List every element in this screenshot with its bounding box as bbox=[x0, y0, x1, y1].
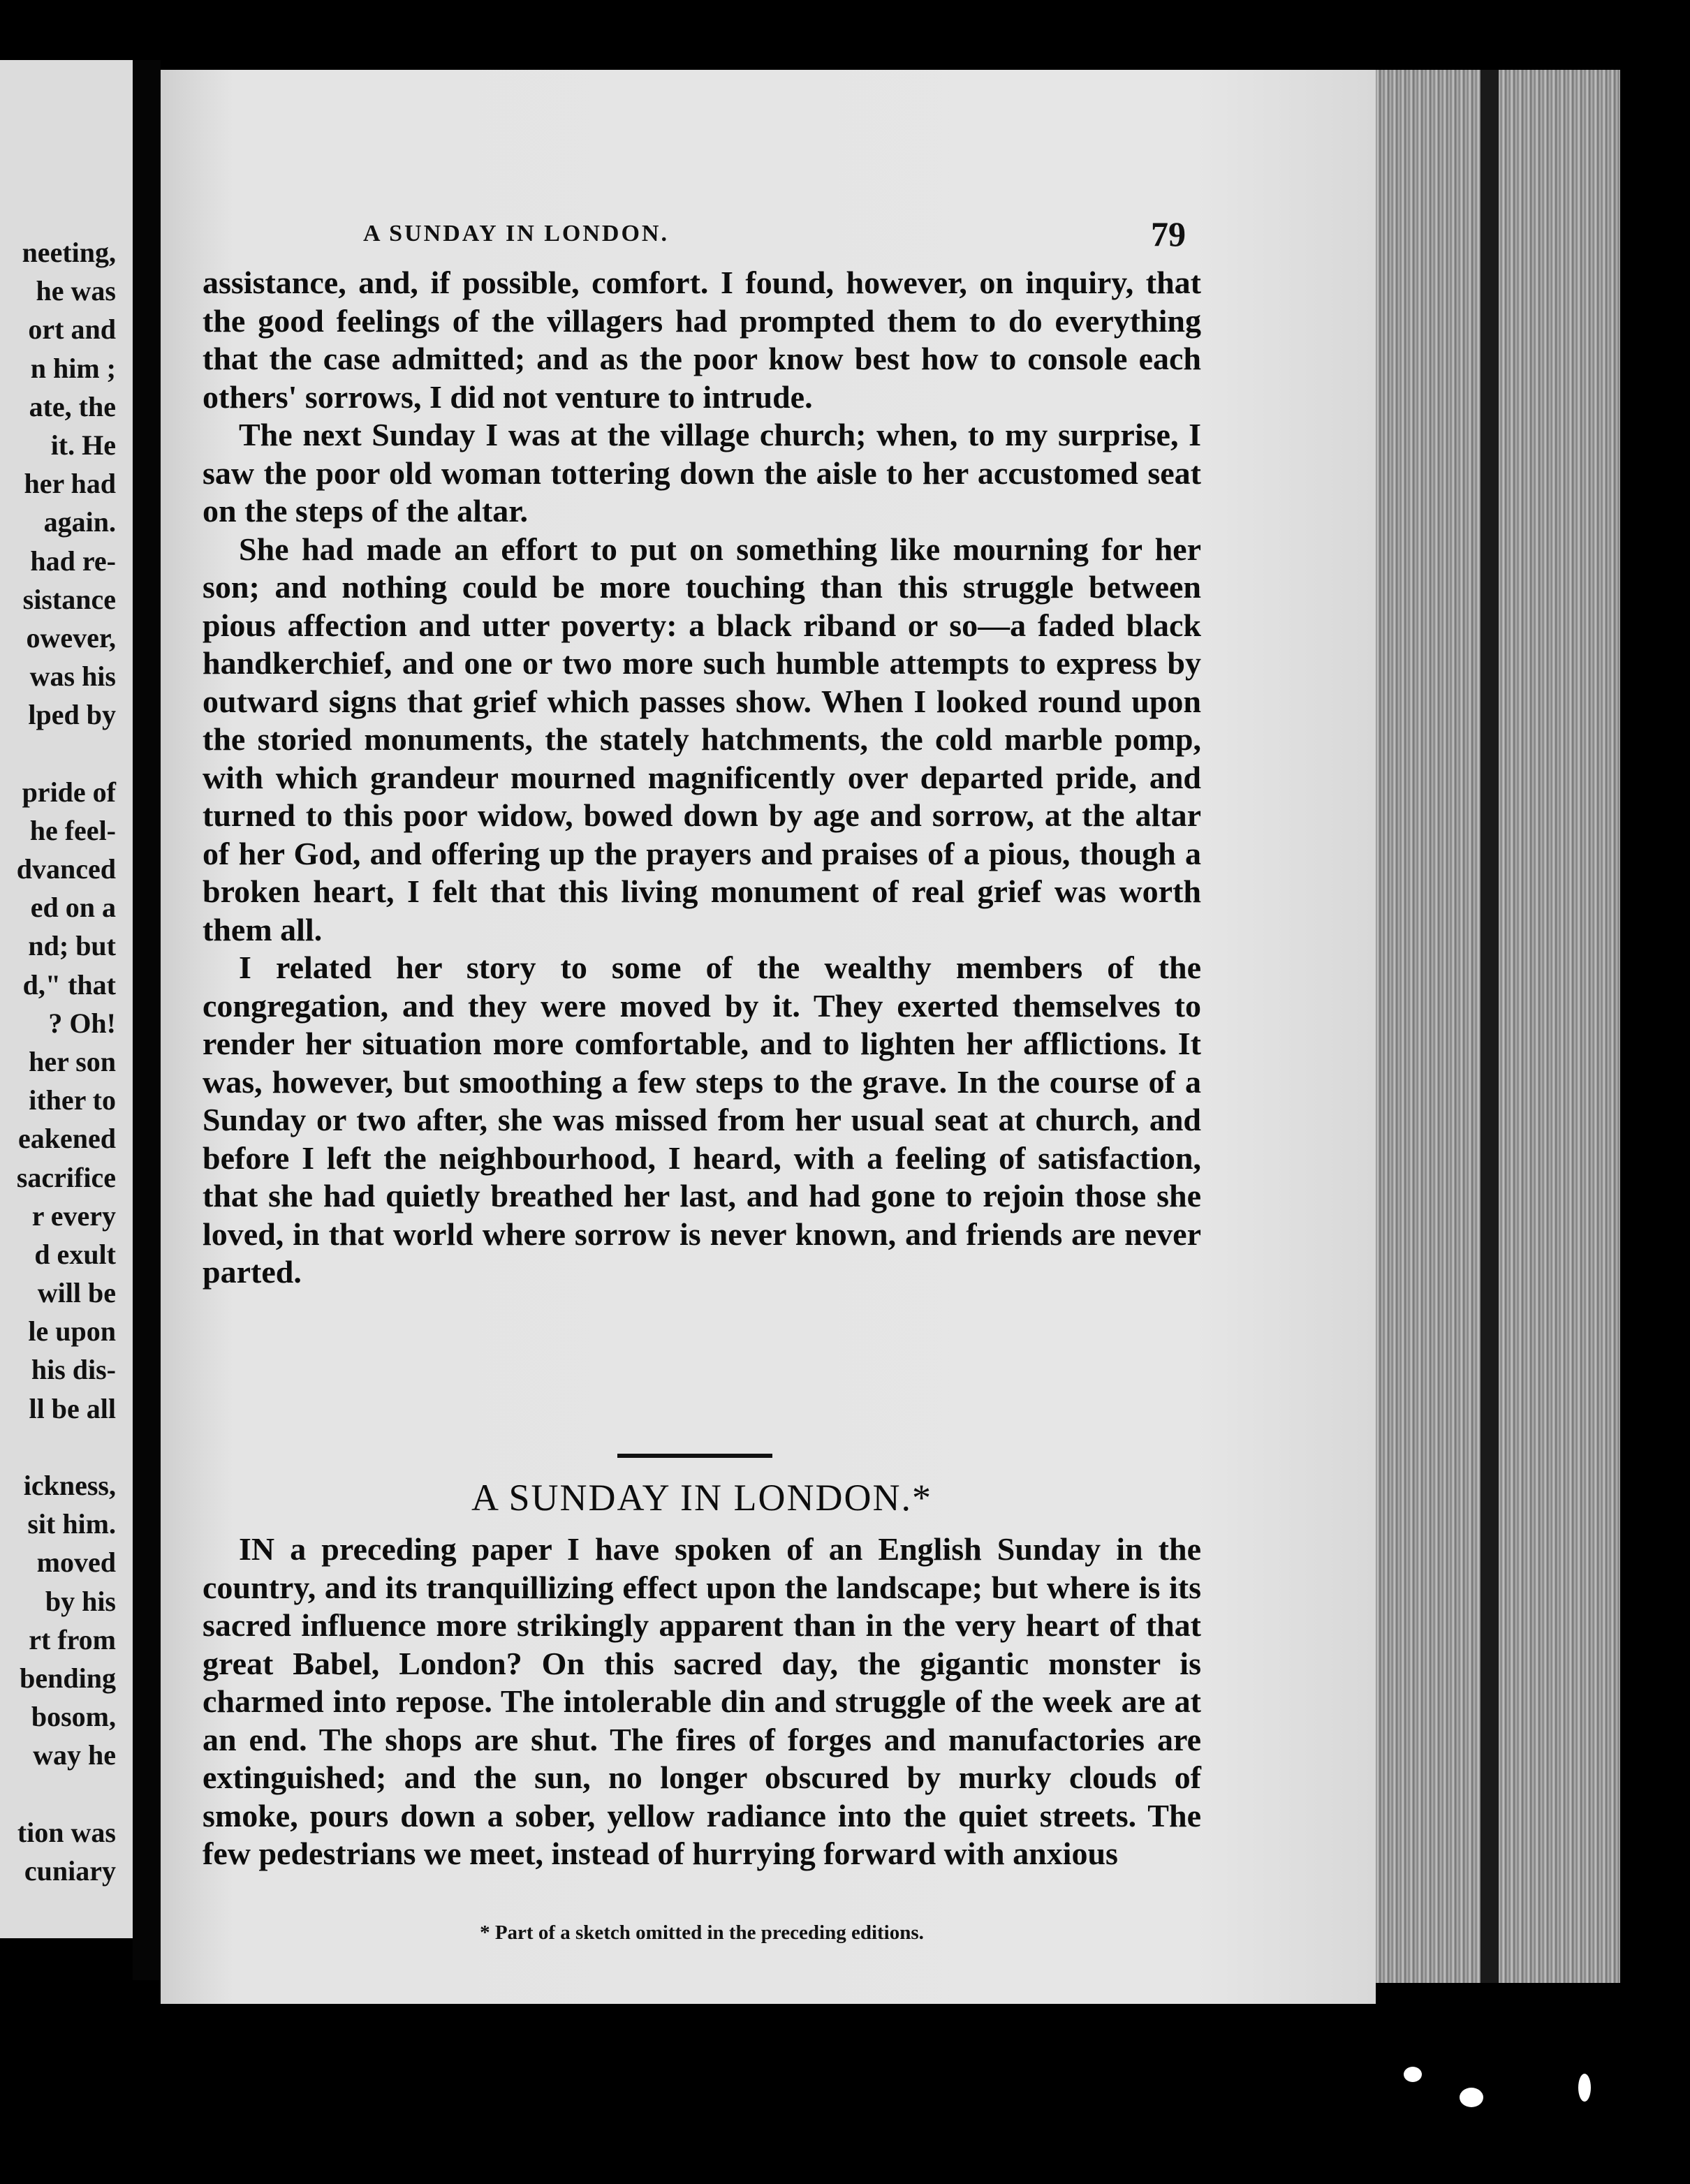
footnote: * Part of a sketch omitted in the preceding editions. bbox=[480, 1921, 924, 1944]
facing-page-line bbox=[0, 1775, 133, 1813]
facing-page-line: dvanced bbox=[16, 853, 116, 885]
facing-page-line: bending bbox=[20, 1662, 116, 1694]
facing-page-line: her son bbox=[29, 1045, 116, 1077]
facing-page-line: d," that bbox=[22, 968, 116, 1001]
scan-speck bbox=[1460, 2088, 1483, 2107]
facing-page-line: r every bbox=[31, 1200, 116, 1232]
facing-page-line: tion was bbox=[17, 1816, 116, 1848]
facing-page-line: it. He bbox=[50, 429, 116, 461]
scan-speck bbox=[1578, 2074, 1591, 2102]
paragraph: She had made an effort to put on something like mourning for her son; and nothing could be more touching than this struggle between pious affection and utter poverty: a black riband or so—a faded black handkerchief, and one or two more such humble attempts to express by outward signs that grief which passes show. When I looked round upon the storied monuments, the stately hatchments, the cold marble pomp, with which grandeur mourned magnificently over departed pride, and turned to this poor widow, bowed down by age and sorrow, at the altar of her God, and offering up the prayers and praises of a pious, though a broken heart, I felt that this living monument of real grief was worth them all. bbox=[203, 531, 1201, 947]
facing-page-line: his dis- bbox=[31, 1354, 116, 1386]
section-body bbox=[203, 1530, 1201, 1873]
facing-page-line: sit him. bbox=[27, 1508, 116, 1540]
facing-page-line: lped by bbox=[28, 699, 116, 731]
facing-page-line: way he bbox=[33, 1739, 116, 1771]
facing-page-text bbox=[0, 233, 133, 1890]
facing-page-line: bosom, bbox=[31, 1701, 116, 1733]
facing-page-line: neeting, bbox=[22, 237, 116, 268]
facing-page-fragment bbox=[0, 60, 133, 1938]
scan-speck bbox=[1404, 2067, 1422, 2082]
facing-page-line: ll be all bbox=[29, 1392, 116, 1424]
facing-page-line: nd; but bbox=[28, 930, 116, 962]
page-edges bbox=[1376, 70, 1620, 1983]
facing-page-line: had re- bbox=[30, 545, 116, 577]
facing-page-line: was his bbox=[29, 661, 116, 693]
facing-page-line: moved bbox=[36, 1547, 116, 1579]
paragraph: The next Sunday I was at the village church; when, to my surprise, I saw the poor old woman tottering down the aisle to her accustomed seat on the steps of the altar. bbox=[203, 417, 1201, 529]
paragraph: assistance, and, if possible, comfort. I found, however, on inquiry, that the good feelings of the villagers had prompted them to do everything that the case admitted; and as the poor know best how to console each others' sorrows, I did not venture to intrude. bbox=[203, 265, 1201, 415]
paragraph: I related her story to some of the wealthy members of the congregation, and they were moved by it. They exerted themselves to render her situation more comfortable, and to lighten her afflictions. It was, however, but smoothing a few steps to the grave. In the course of a Sunday or two after, she was missed from her usual seat at church, and before I left the neighbourhood, I heard, with a feeling of satisfaction, that she had quietly breathed her last, and had gone to rejoin those she loved, in that world where sorrow is never known, and friends are never parted. bbox=[203, 950, 1201, 1290]
page-number: 79 bbox=[1151, 214, 1186, 253]
facing-page-line: ither to bbox=[29, 1084, 116, 1116]
cover-edge bbox=[1480, 70, 1499, 1983]
facing-page-line: ate, the bbox=[29, 390, 116, 422]
facing-page-line: rt from bbox=[29, 1623, 116, 1655]
facing-page-line: le upon bbox=[28, 1315, 116, 1348]
facing-page-line: he feel- bbox=[29, 814, 116, 846]
facing-page-line: n him ; bbox=[30, 352, 116, 384]
book-gutter bbox=[133, 60, 161, 1980]
facing-page-line: ed on a bbox=[30, 892, 116, 924]
facing-page-line: ort and bbox=[28, 313, 116, 346]
facing-page-line: sacrifice bbox=[16, 1161, 116, 1193]
facing-page-line: eakened bbox=[18, 1123, 116, 1155]
facing-page-line bbox=[0, 1428, 133, 1466]
section-title: A SUNDAY IN LONDON.* bbox=[471, 1477, 933, 1519]
section-divider bbox=[617, 1454, 772, 1458]
paragraph: IN a preceding paper I have spoken of an English Sunday in the country, and its tranquillizing effect upon the landscape; but where is its sacred influence more strikingly apparent than in the very heart of that great Babel, London? On this sacred day, the gigantic monster is charmed into repose. The intolerable din and struggle of the week are at an end. The shops are shut. The fires of forges and manufactories are extinguished; and the sun, no longer obscured by murky clouds of smoke, pours down a sober, yellow radiance into the quiet streets. The few pedestrians we meet, instead of hurrying forward with anxious bbox=[203, 1531, 1201, 1871]
facing-page-line: d exult bbox=[34, 1238, 116, 1270]
facing-page-line: cuniary bbox=[24, 1854, 116, 1887]
facing-page-line: sistance bbox=[22, 583, 116, 615]
facing-page-line bbox=[0, 734, 133, 772]
facing-page-line: will be bbox=[37, 1277, 116, 1309]
facing-page-line: ickness, bbox=[23, 1470, 116, 1501]
facing-page-line: her had bbox=[24, 468, 116, 500]
facing-page-line: owever, bbox=[26, 621, 116, 654]
facing-page-line: by his bbox=[45, 1585, 116, 1617]
running-head: A SUNDAY IN LONDON. bbox=[363, 221, 669, 246]
body-text bbox=[203, 264, 1201, 1292]
facing-page-line: pride of bbox=[22, 776, 116, 808]
facing-page-line: ? Oh! bbox=[48, 1007, 116, 1039]
facing-page-line: he was bbox=[36, 275, 116, 307]
facing-page-line: again. bbox=[43, 506, 116, 538]
